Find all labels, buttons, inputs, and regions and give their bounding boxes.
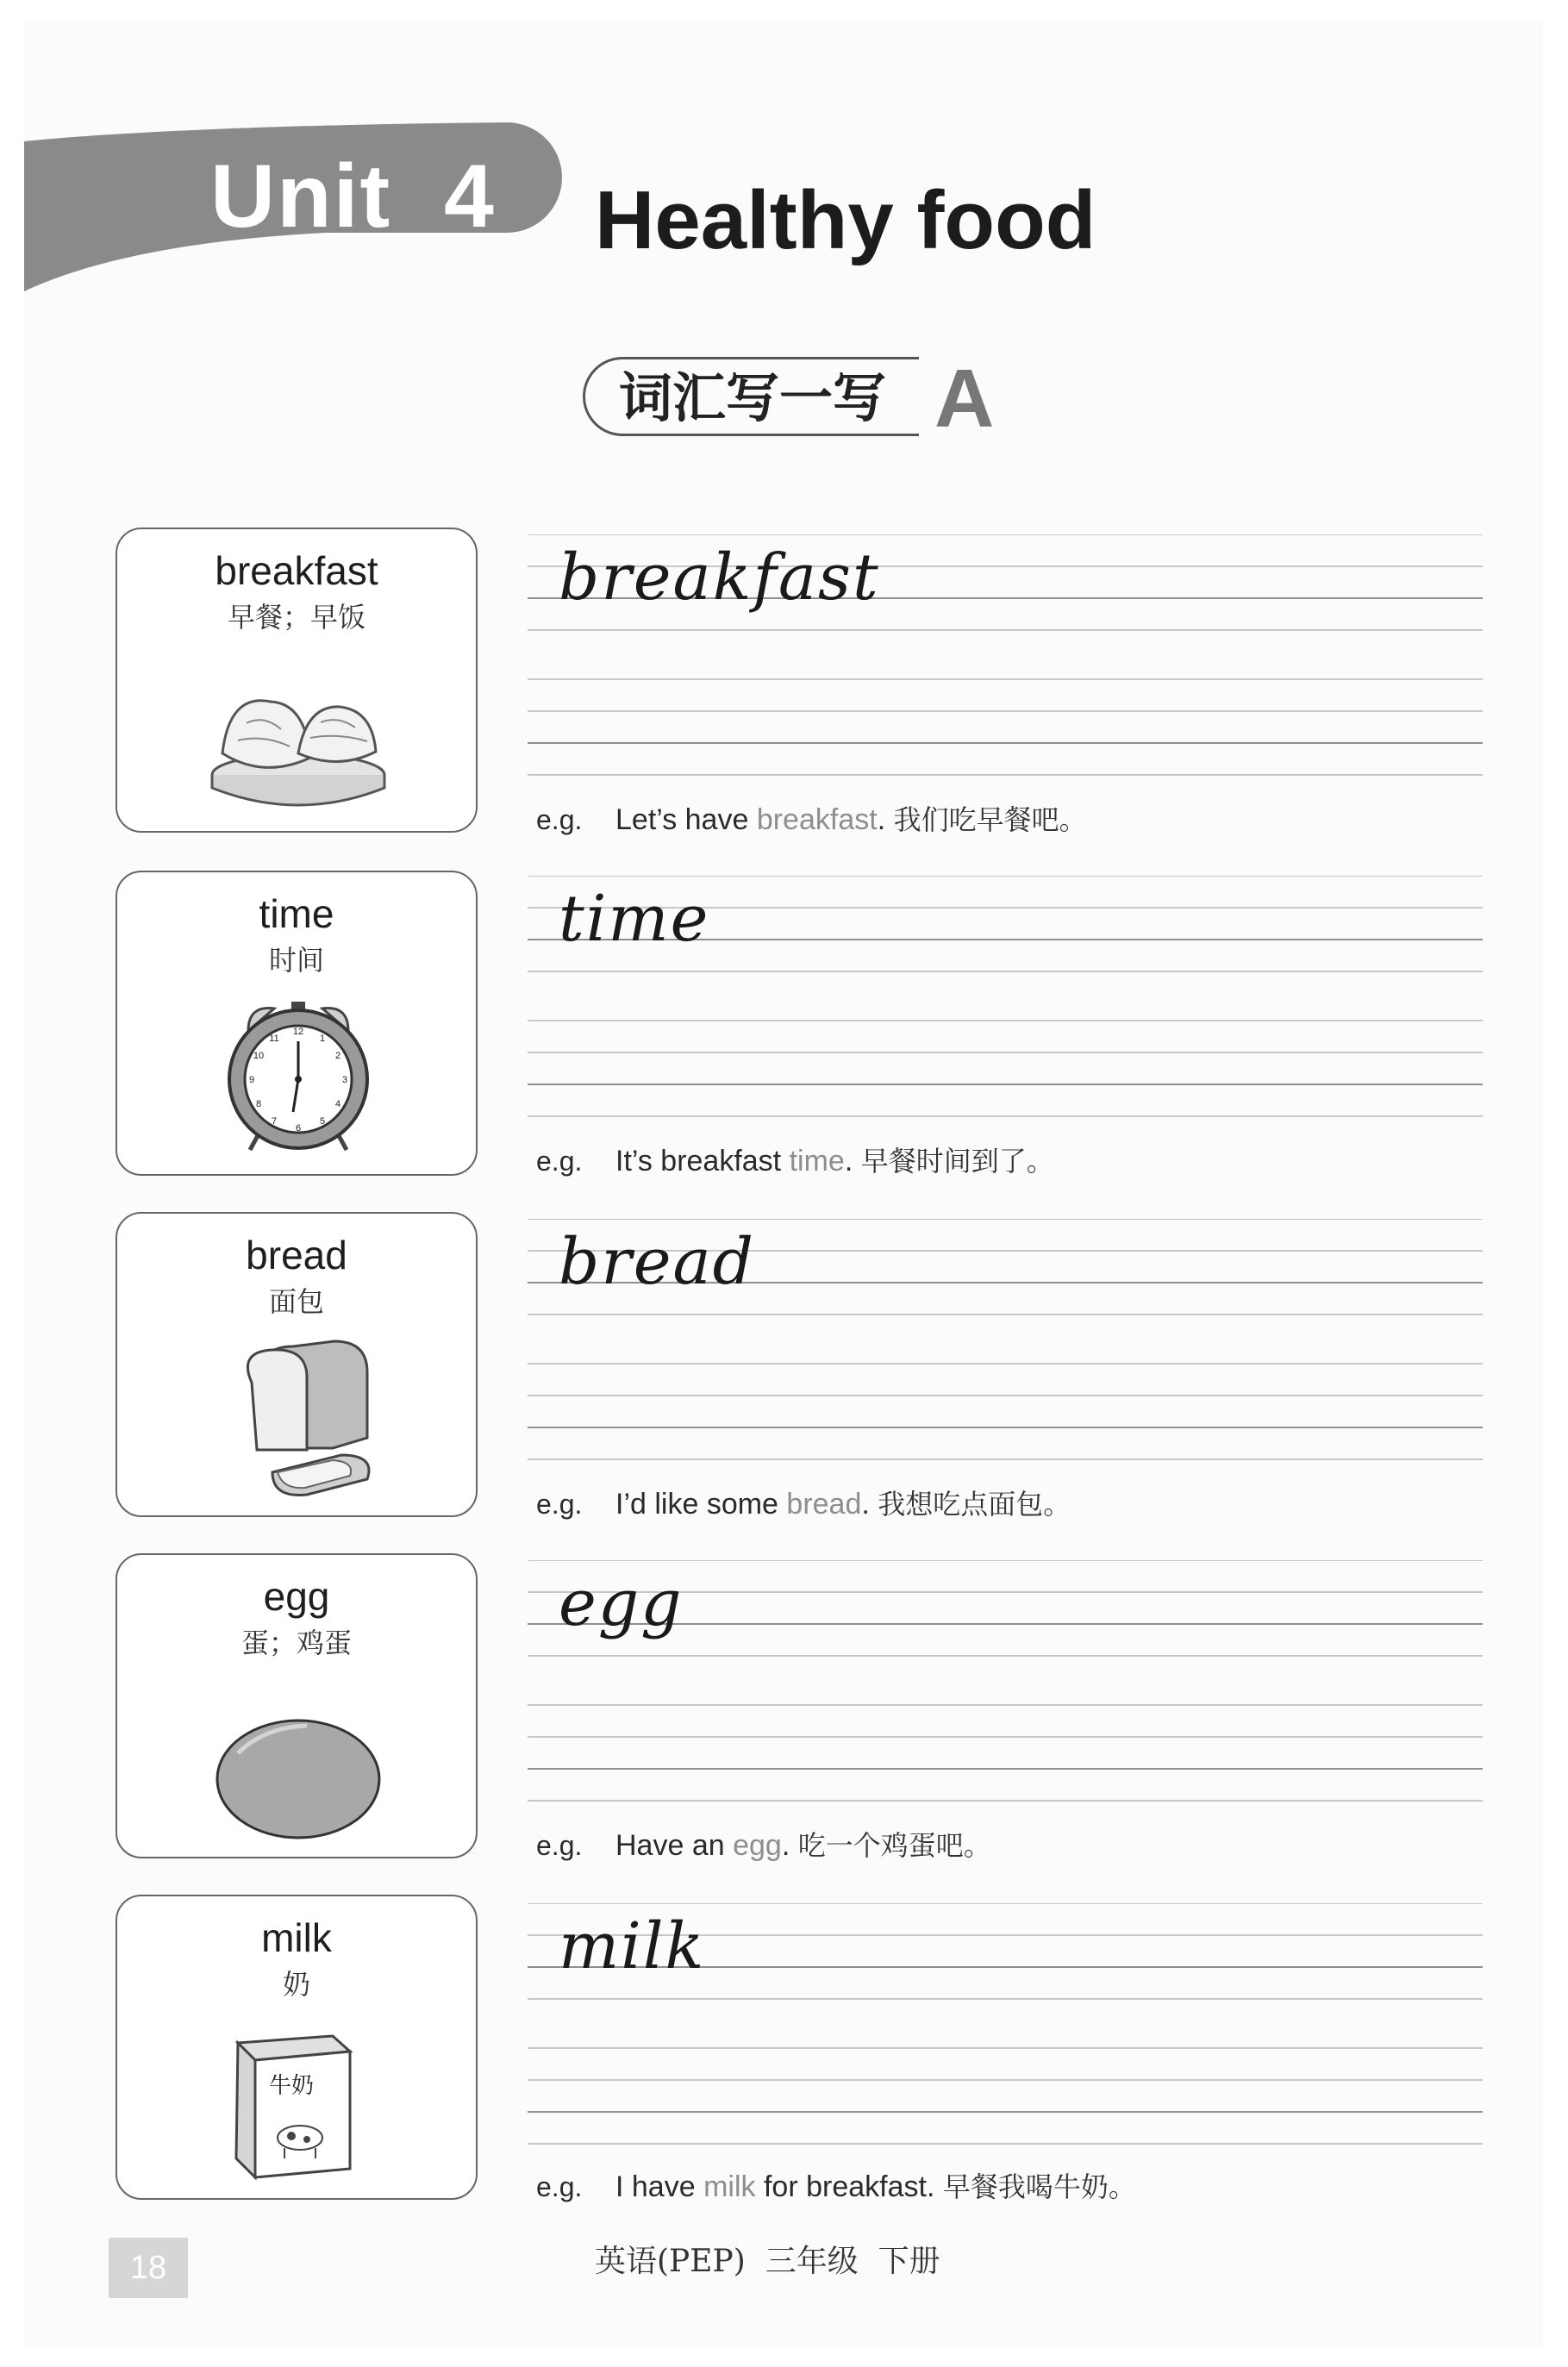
card-word: time: [259, 891, 334, 936]
example-translation: 我们吃早餐吧。: [893, 803, 1087, 836]
svg-text:9: 9: [248, 1075, 255, 1085]
card-word: milk: [261, 1915, 332, 1960]
milk-carton-icon: [203, 2017, 393, 2181]
example-text: Let’s have: [615, 803, 757, 836]
example-sentence-egg: [536, 1824, 1484, 1867]
example-sentence-breakfast: [536, 798, 1484, 841]
handwriting-sample-breakfast: breakfast: [559, 540, 880, 615]
card-word: egg: [263, 1574, 330, 1619]
example-translation: 我想吃点面包。: [878, 1488, 1071, 1521]
svg-text:8: 8: [255, 1099, 262, 1109]
example-text-end: .: [781, 1829, 790, 1862]
eg-label: e.g.: [536, 804, 583, 835]
svg-text:6: 6: [295, 1123, 302, 1134]
card-meaning: 奶: [282, 1968, 310, 2001]
steamed-buns-icon: [203, 650, 393, 814]
svg-text:1: 1: [319, 1034, 326, 1044]
card-meaning: 早餐；早饭: [227, 601, 365, 634]
handwriting-sample-bread: bread: [559, 1225, 756, 1299]
handwriting-sample-egg: egg: [559, 1566, 684, 1640]
example-sentence-milk: [536, 2165, 1484, 2208]
svg-text:12: 12: [292, 1027, 304, 1037]
example-text-end: for breakfast.: [755, 2170, 935, 2203]
word-card-egg: [116, 1553, 478, 1858]
handwriting-sample-milk: milk: [559, 1909, 706, 1983]
svg-text:4: 4: [334, 1099, 341, 1109]
example-translation: 早餐我喝牛奶。: [942, 2170, 1136, 2203]
example-highlight: bread: [786, 1488, 862, 1521]
example-text-end: .: [877, 803, 886, 836]
svg-text:7: 7: [271, 1116, 278, 1127]
alarm-clock-icon: [203, 993, 393, 1157]
example-text: I’d like some: [615, 1488, 787, 1521]
svg-text:10: 10: [253, 1051, 265, 1061]
page-title: Healthy food: [595, 174, 1096, 266]
example-text-end: .: [844, 1145, 853, 1177]
example-highlight: time: [789, 1145, 845, 1177]
handwriting-sample-time: time: [559, 882, 710, 956]
section-letter: A: [934, 353, 995, 445]
card-word: bread: [246, 1233, 347, 1277]
card-meaning: 面包: [268, 1285, 324, 1318]
example-highlight: breakfast: [756, 803, 878, 836]
book-info: 英语(PEP) 三年级 下册: [595, 2244, 940, 2279]
section-title: 词汇写一写: [619, 366, 887, 429]
word-card-breakfast: [116, 528, 478, 833]
bread-loaf-icon: [203, 1334, 393, 1498]
example-sentence-bread: [536, 1483, 1484, 1526]
eg-label: e.g.: [536, 1489, 583, 1520]
example-translation: 早餐时间到了。: [860, 1145, 1054, 1177]
svg-text:5: 5: [319, 1116, 326, 1127]
card-meaning: 时间: [268, 944, 324, 977]
example-text: I have: [615, 2170, 704, 2203]
example-highlight: milk: [703, 2170, 756, 2203]
eg-label: e.g.: [536, 1830, 583, 1861]
word-card-bread: [116, 1212, 478, 1517]
example-translation: 吃一个鸡蛋吧。: [797, 1829, 991, 1862]
example-text: It’s breakfast: [615, 1145, 790, 1177]
unit-label: Unit 4: [210, 147, 496, 247]
svg-text:2: 2: [334, 1051, 341, 1061]
svg-text:11: 11: [269, 1034, 279, 1044]
example-text: Have an: [615, 1829, 734, 1862]
carton-label: 牛奶: [269, 2073, 315, 2099]
example-text-end: .: [861, 1488, 870, 1521]
word-card-time: [116, 871, 478, 1176]
card-word: breakfast: [215, 548, 378, 593]
page-number: 18: [109, 2238, 188, 2298]
svg-text:3: 3: [341, 1075, 348, 1085]
egg-icon: [203, 1676, 393, 1839]
eg-label: e.g.: [536, 2171, 583, 2202]
example-highlight: egg: [733, 1829, 782, 1862]
card-meaning: 蛋；鸡蛋: [241, 1627, 352, 1659]
example-sentence-time: [536, 1140, 1484, 1183]
word-card-milk: [116, 1895, 478, 2200]
eg-label: e.g.: [536, 1146, 583, 1177]
